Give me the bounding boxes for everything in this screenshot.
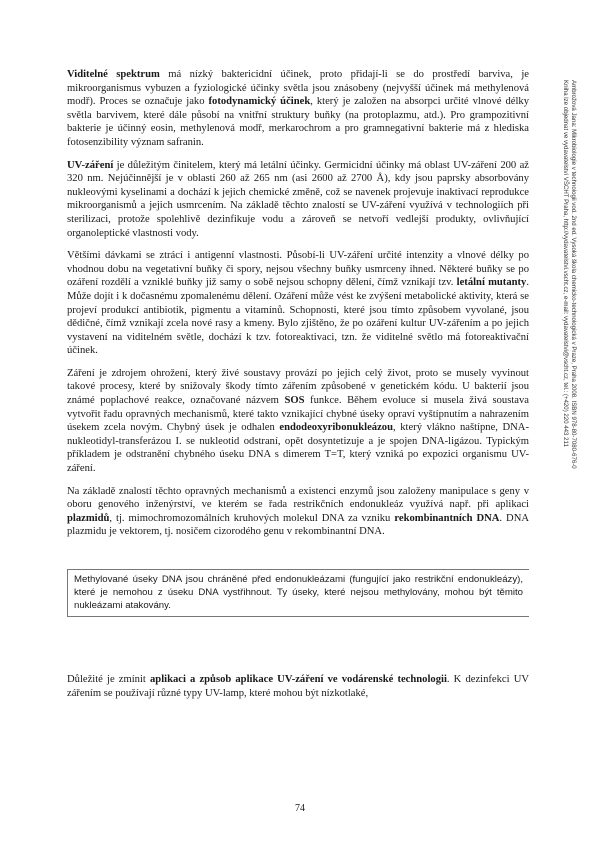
text-run: , který je založen na absorpci určité vlnové délky světla barvivem, které dále působí na vnitřní struktury buňky (na protoplazmu, atd.). Pro grampozitivní bakterie je účinný eosin, methylenová modř, merkarochrom a pro gramnegativní bakterie má z hlediska fotosenzibility význam safranin. (67, 96, 530, 148)
text-run: Záření je zdrojem ohrožení, který živé soustavy provází po jejich celý život, proto se musely vyvinout takové procesy, které by snižovaly škody tímto zářením způsobené v genetickém kódu. U bakterií jsou známé poplachové reakce, označované názvem (67, 367, 529, 407)
page-content (67, 68, 529, 710)
text-run: má nízký baktericidní účinek, proto přidají-li se do prostředí barviva, je mikroorganismus vybuzen a fyziologické účinky světla jsou znásobeny (nejvyšší účinek má methylenová modř). Proces se označuje jako (67, 69, 529, 108)
text-run: , který vlákno naštípne, DNA-nukleotidyl-transferázou I. se nukleotid odstraní, opět dosyntetizuje a je spojen DNA-ligázou. Typickým příkladem je odstranění chybného úseku DNA s dimerem T=T, který vzniká po expozici organismu UV-záření. (67, 422, 529, 475)
paragraph-visible-spectrum (67, 68, 529, 150)
text-run: je důležitým činitelem, který má letální účinky. Germicidní účinky má oblast UV-záření 200 až 320 nm. Nejúčinnější je v oblasti 260 až 265 nm (asi 2600 až 2700 Å), kdy jsou paprsky absorbovány nukleovými kyselinami a dochází k jejich chemické změně, což se navenek projevuje inaktivací reprodukce mikroorganismů a jejich usmrcením. Na základě těchto znalostí se UV-záření využívá v technologiích při sterilizaci, protože spolehlivě dezinfikuje vodu a zároveň se netvoří vedlejší produkty, ovlivňující organoleptické vlastnosti vody. (67, 159, 529, 239)
paragraph-sos-repair (67, 367, 529, 476)
side-citation (563, 80, 577, 610)
bold-term: SOS (284, 395, 305, 407)
text-run: , tj. mimochromozomálních kruhových molekul DNA za vzniku (109, 512, 395, 524)
note-box (67, 569, 529, 617)
text-run: funkce. Během evoluce si musela živá soustava vytvořit řadu opravných mechanismů, které takto vznikající chybné úseky opraví vyštípnutím a nahrazením úsekem zcela novým. Chybný úsek je odhalen (67, 395, 529, 434)
paragraph-uv-application (67, 673, 529, 700)
paragraph-uv-radiation (67, 159, 529, 241)
bold-term: rekombinantních DNA (394, 512, 500, 524)
text-run: Na základě znalostí těchto opravných mechanismů a existenci enzymů jsou založeny manipulace s geny v oboru genového inženýrství, ve kterém se řada restrikčních endonukleáz využívá např. při aplikaci (67, 485, 529, 511)
paragraph-genetic-engineering (67, 485, 529, 539)
bold-term: endodeoxyribonukleázou (279, 422, 393, 434)
bold-term: Viditelné spektrum (67, 69, 160, 80)
bold-term: plazmidů (67, 512, 110, 524)
text-run: Většími dávkami se ztrácí i antigenní vlastnosti. Působí-li UV-záření určité intenzity a vlnové délky po vhodnou dobu na vegetativní buňky či spory, nejsou všechny buňky usmrceny ihned. Některé buňky se po ozáření rozdělí a vzniklé buňky již samy o sobě nejsou schopny dělení, čímž vznikají tzv. (67, 250, 529, 289)
page-number: 74 (295, 803, 305, 814)
text-run: . K dezinfekci UV zářením se používají různé typy UV-lamp, které mohou být nízkotlaké, (67, 674, 530, 699)
side-citation-line-2: Kniha lze objednat ve vydavatelství VŠCHT Praha, http://vydavatelstvi.vscht.cz, e-mail: vydavatelstvi@vscht.cz, tel.: (+420) 220 443 211 (562, 80, 570, 447)
text-run: . DNA plazmidu je vektorem, tj. nosičem cizorodého genu v rekombinantní DNA. (67, 512, 529, 538)
bold-term: aplikaci a způsob aplikace UV-záření ve vodárenské technologii (150, 674, 447, 686)
note-text: Methylované úseky DNA jsou chráněné před endonukleázami (fungující jako restrikční endonukleázy), které je nemohou z úseku DNA vystřihnout. Ty úseky, které nejsou methylovány, mohou být těmito nukleázami atakovány. (74, 574, 523, 611)
bold-term: UV-záření (67, 159, 114, 171)
paragraph-lethal-mutants (67, 249, 529, 358)
bold-term: letální mutanty (456, 277, 527, 289)
text-run: Důležité je zmínit (67, 674, 150, 686)
text-run: . Může dojít i k dočasnému zpomalenému dělení. Ozáření může vést ke zvýšení metabolické aktivity, která se projeví produkcí antibiotik, pigmentu a vitamínů. Schopnosti, které jsou tímto způsobem vyvolané, jsou dědičné, čímž vznikají zcela nové rasy a kmeny. Bylo zjištěno, že po ozáření kultur UV-zářením a po jejich vystavení na viditelném světle, dochází k tzv. fotoreaktivaci, tzn. že viditelné světlo má fotoreaktivační účinek. (67, 277, 529, 357)
side-citation-line-1: Ambrožová Jana: Mikrobiologie v technologii vod. 2nd ed. Vysoká škola chemicko-technologická v Praze, Praha 2008. ISBN 978-80-7080-676-0 (570, 80, 577, 469)
bold-term: fotodynamický účinek (208, 96, 311, 108)
